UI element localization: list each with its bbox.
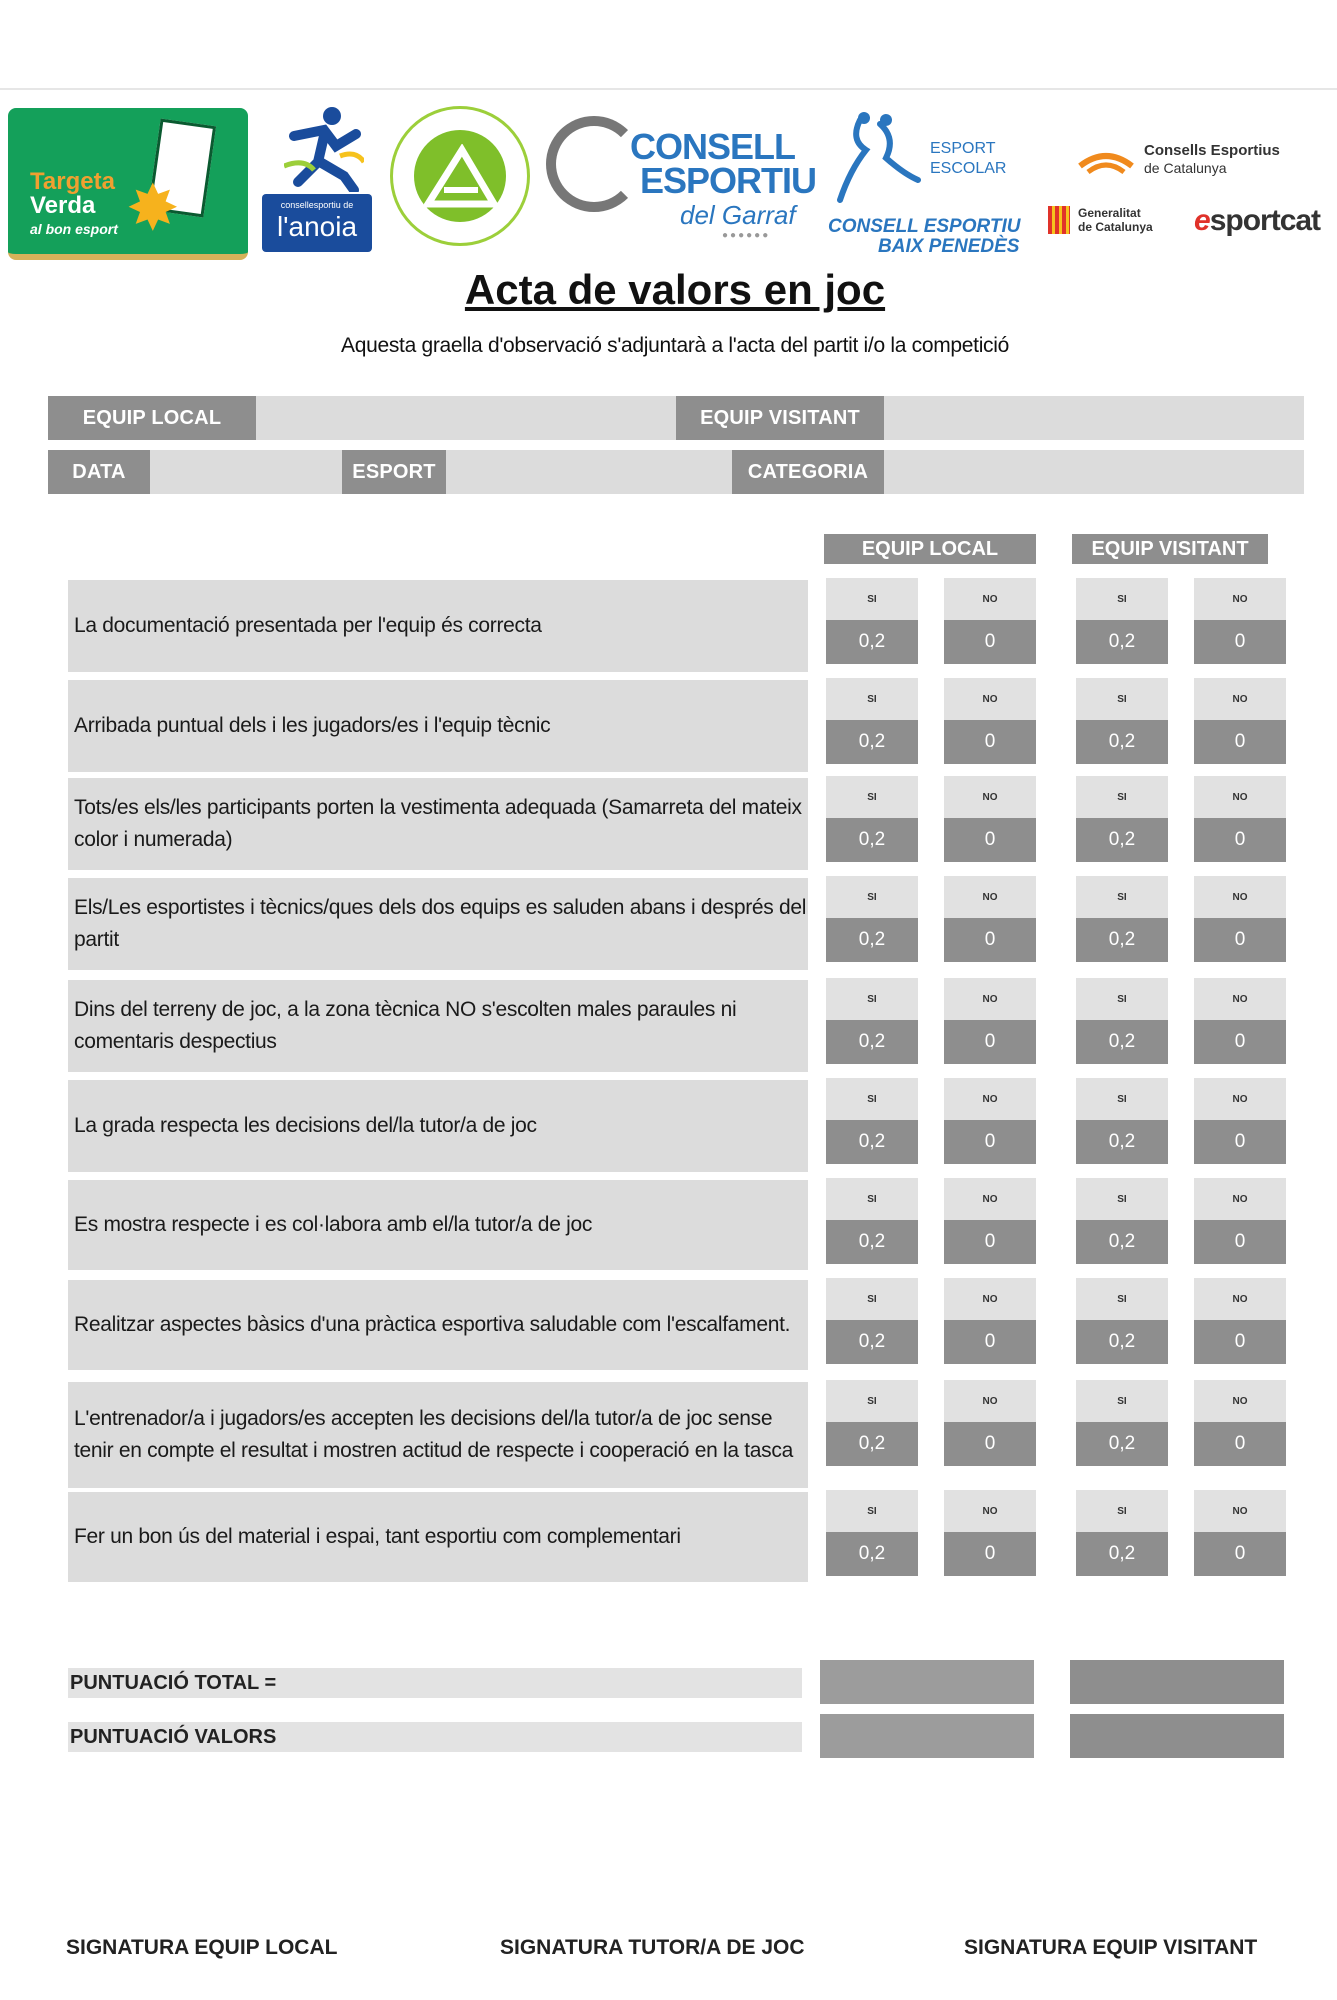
question-text: Els/Les esportistes i tècnics/ques dels dos equips es saluden abans i després del partit <box>68 878 808 970</box>
option-value: 0,2 <box>826 1220 918 1264</box>
option-value: 0 <box>944 918 1036 962</box>
option-value: 0,2 <box>1076 1220 1168 1264</box>
equip-local-label: EQUIP LOCAL <box>48 396 256 440</box>
visitant-no-cell[interactable] <box>1194 578 1286 664</box>
puntuacio-valors-label: PUNTUACIÓ VALORS <box>68 1722 802 1752</box>
local-si-cell[interactable] <box>826 1278 918 1364</box>
categoria-label: CATEGORIA <box>732 450 884 494</box>
sun-icon <box>1078 144 1134 174</box>
option-label: NO <box>944 678 1036 720</box>
logo-esportcat: esportcat <box>1194 204 1321 237</box>
column-header-visitant: EQUIP VISITANT <box>1072 534 1268 564</box>
option-value: 0 <box>944 1532 1036 1576</box>
option-label: NO <box>944 578 1036 620</box>
data-label: DATA <box>48 450 150 494</box>
logo-alt-penedes <box>384 100 534 254</box>
signature-tutor: SIGNATURA TUTOR/A DE JOC <box>500 1936 805 1959</box>
option-label: SI <box>826 776 918 818</box>
visitant-si-cell[interactable] <box>1076 678 1168 764</box>
local-si-cell[interactable] <box>826 1490 918 1576</box>
local-si-cell[interactable] <box>826 678 918 764</box>
option-value: 0 <box>1194 1220 1286 1264</box>
option-value: 0 <box>1194 818 1286 862</box>
option-label: NO <box>1194 1278 1286 1320</box>
option-label: SI <box>1076 876 1168 918</box>
question-text: Es mostra respecte i es col·labora amb el/la tutor/a de joc <box>68 1180 808 1270</box>
option-label: SI <box>1076 1278 1168 1320</box>
option-label: NO <box>1194 1178 1286 1220</box>
question-text: Fer un bon ús del material i espai, tant esportiu com complementari <box>68 1492 808 1582</box>
option-label: NO <box>944 1380 1036 1422</box>
option-value: 0,2 <box>826 620 918 664</box>
option-label: SI <box>1076 1490 1168 1532</box>
option-label: SI <box>826 1078 918 1120</box>
visitant-no-cell[interactable] <box>1194 1178 1286 1264</box>
option-value: 0 <box>1194 1120 1286 1164</box>
local-no-cell[interactable] <box>944 978 1036 1064</box>
option-value: 0 <box>944 1320 1036 1364</box>
signature-local: SIGNATURA EQUIP LOCAL <box>66 1936 338 1959</box>
logo-targeta-verda <box>8 108 248 260</box>
logo-text: al bon esport <box>30 221 118 237</box>
option-value: 0,2 <box>826 1422 918 1466</box>
local-no-cell[interactable] <box>944 776 1036 862</box>
question-text: Realitzar aspectes bàsics d'una pràctica esportiva saludable com l'escalfament. <box>68 1280 808 1370</box>
visitant-no-cell[interactable] <box>1194 678 1286 764</box>
question-text: Tots/es els/les participants porten la vestimenta adequada (Samarreta del mateix color i numerada) <box>68 778 808 870</box>
option-value: 0 <box>1194 1320 1286 1364</box>
page-title: Acta de valors en joc <box>464 266 886 313</box>
option-value: 0 <box>944 818 1036 862</box>
option-value: 0,2 <box>826 1320 918 1364</box>
option-label: NO <box>1194 776 1286 818</box>
page-subtitle: Aquesta graella d'observació s'adjuntarà a l'acta del partit i/o la competició <box>340 334 1010 357</box>
logo-dots: ●●●●●● <box>722 230 771 241</box>
option-value: 0,2 <box>1076 1020 1168 1064</box>
option-value: 0 <box>1194 620 1286 664</box>
question-text: Dins del terreny de joc, a la zona tècnica NO s'escolten males paraules ni comentaris despectius <box>68 980 808 1072</box>
option-value: 0,2 <box>1076 620 1168 664</box>
local-no-cell[interactable] <box>944 1078 1036 1164</box>
puntuacio-valors-local[interactable] <box>820 1714 1034 1758</box>
option-label: NO <box>1194 876 1286 918</box>
option-label: SI <box>826 978 918 1020</box>
logo-consells-catalunya <box>1048 134 1337 254</box>
option-label: SI <box>1076 978 1168 1020</box>
local-no-cell[interactable] <box>944 578 1036 664</box>
option-label: NO <box>944 876 1036 918</box>
local-no-cell[interactable] <box>944 678 1036 764</box>
local-no-cell[interactable] <box>944 1490 1036 1576</box>
option-value: 0 <box>944 1120 1036 1164</box>
local-si-cell[interactable] <box>826 578 918 664</box>
option-label: SI <box>826 1490 918 1532</box>
option-label: NO <box>944 1178 1036 1220</box>
visitant-si-cell[interactable] <box>1076 1078 1168 1164</box>
puntuacio-total-local[interactable] <box>820 1660 1034 1704</box>
visitant-si-cell[interactable] <box>1076 1178 1168 1264</box>
option-value: 0,2 <box>826 918 918 962</box>
visitant-no-cell[interactable] <box>1194 1078 1286 1164</box>
question-text: Arribada puntual dels i les jugadors/es i l'equip tècnic <box>68 680 808 772</box>
equip-visitant-label: EQUIP VISITANT <box>676 396 884 440</box>
question-text: La documentació presentada per l'equip és correcta <box>68 580 808 672</box>
local-no-cell[interactable] <box>944 876 1036 962</box>
option-label: NO <box>1194 1490 1286 1532</box>
option-label: SI <box>1076 776 1168 818</box>
runner-icon <box>284 106 364 192</box>
visitant-si-cell[interactable] <box>1076 978 1168 1064</box>
logo-text: CONSELL ESPORTIU <box>828 216 1021 237</box>
option-value: 0 <box>1194 918 1286 962</box>
option-label: SI <box>826 876 918 918</box>
question-text: La grada respecta les decisions del/la tutor/a de joc <box>68 1080 808 1172</box>
option-label: NO <box>944 1078 1036 1120</box>
option-value: 0 <box>944 620 1036 664</box>
option-value: 0,2 <box>1076 1120 1168 1164</box>
option-label: NO <box>1194 978 1286 1020</box>
logo-text: l'anoia <box>276 211 358 242</box>
visitant-no-cell[interactable] <box>1194 1278 1286 1364</box>
visitant-no-cell[interactable] <box>1194 1490 1286 1576</box>
option-label: NO <box>1194 1078 1286 1120</box>
option-value: 0 <box>1194 720 1286 764</box>
option-label: SI <box>826 678 918 720</box>
option-value: 0,2 <box>1076 1422 1168 1466</box>
catalan-flag-icon <box>1048 206 1070 234</box>
option-value: 0 <box>944 720 1036 764</box>
option-value: 0 <box>944 1220 1036 1264</box>
option-value: 0,2 <box>826 720 918 764</box>
local-no-cell[interactable] <box>944 1178 1036 1264</box>
option-value: 0,2 <box>1076 720 1168 764</box>
puntuacio-valors-visitant[interactable] <box>1070 1714 1284 1758</box>
visitant-no-cell[interactable] <box>1194 1380 1286 1466</box>
visitant-si-cell[interactable] <box>1076 1278 1168 1364</box>
visitant-si-cell[interactable] <box>1076 1380 1168 1466</box>
logo-text: ESCOLAR <box>930 160 1007 177</box>
option-value: 0,2 <box>1076 1320 1168 1364</box>
option-label: SI <box>826 1278 918 1320</box>
option-value: 0,2 <box>1076 818 1168 862</box>
logo-text: Verda <box>30 192 96 219</box>
option-label: SI <box>1076 1178 1168 1220</box>
logo-text: de Catalunya <box>1144 160 1227 176</box>
option-label: SI <box>1076 678 1168 720</box>
option-label: NO <box>1194 678 1286 720</box>
figures-icon <box>830 110 926 210</box>
mountain-icon <box>424 144 498 210</box>
option-label: SI <box>1076 1380 1168 1422</box>
visitant-no-cell[interactable] <box>1194 978 1286 1064</box>
logo-text: de Catalunya <box>1078 220 1153 234</box>
top-divider <box>0 88 1337 90</box>
option-value: 0,2 <box>826 1120 918 1164</box>
option-value: 0 <box>1194 1532 1286 1576</box>
option-value: 0,2 <box>826 1532 918 1576</box>
option-value: 0,2 <box>1076 1532 1168 1576</box>
signature-visitant: SIGNATURA EQUIP VISITANT <box>964 1936 1258 1959</box>
option-label: NO <box>944 1278 1036 1320</box>
local-si-cell[interactable] <box>826 1380 918 1466</box>
logo-text: Generalitat <box>1078 206 1141 220</box>
logo-text: ESPORTIU <box>640 160 817 201</box>
visitant-si-cell[interactable] <box>1076 578 1168 664</box>
local-si-cell[interactable] <box>826 978 918 1064</box>
local-si-cell[interactable] <box>826 1078 918 1164</box>
visitant-no-cell[interactable] <box>1194 876 1286 962</box>
option-value: 0 <box>1194 1020 1286 1064</box>
logo-anoia <box>254 106 376 256</box>
option-value: 0 <box>944 1020 1036 1064</box>
visitant-si-cell[interactable] <box>1076 776 1168 862</box>
local-no-cell[interactable] <box>944 1380 1036 1466</box>
logo-text: ESPORT <box>930 140 996 157</box>
logo-garraf <box>546 112 817 242</box>
option-label: SI <box>826 578 918 620</box>
esport-label: ESPORT <box>342 450 446 494</box>
option-label: SI <box>1076 578 1168 620</box>
column-header-local: EQUIP LOCAL <box>824 534 1036 564</box>
option-label: SI <box>826 1178 918 1220</box>
star-icon: ✸ <box>126 172 180 244</box>
visitant-no-cell[interactable] <box>1194 776 1286 862</box>
local-no-cell[interactable] <box>944 1278 1036 1364</box>
option-label: SI <box>826 1380 918 1422</box>
logo-text: Consells Esportius <box>1144 142 1280 159</box>
option-label: NO <box>1194 578 1286 620</box>
puntuacio-total-label: PUNTUACIÓ TOTAL = <box>68 1668 802 1698</box>
option-label: NO <box>944 1490 1036 1532</box>
g-icon <box>546 116 642 212</box>
option-value: 0,2 <box>826 1020 918 1064</box>
option-value: 0,2 <box>826 818 918 862</box>
option-label: NO <box>944 978 1036 1020</box>
option-label: SI <box>1076 1078 1168 1120</box>
logo-text: CONSELL <box>630 126 796 167</box>
question-text: L'entrenador/a i jugadors/es accepten les decisions del/la tutor/a de joc sense tenir en compte el resultat i mostren actitud de respecte i cooperació en la tasca <box>68 1382 808 1488</box>
option-value: 0 <box>1194 1422 1286 1466</box>
logo-text: BAIX PENEDÈS <box>878 236 1020 257</box>
logo-text: del Garraf <box>680 200 796 230</box>
local-si-cell[interactable] <box>826 1178 918 1264</box>
logo-baix-penedes <box>822 106 1022 256</box>
logo-text: Targeta <box>30 168 115 195</box>
option-value: 0 <box>944 1422 1036 1466</box>
logo-text: consellesportiu de <box>280 200 354 210</box>
local-si-cell[interactable] <box>826 876 918 962</box>
visitant-si-cell[interactable] <box>1076 876 1168 962</box>
local-si-cell[interactable] <box>826 776 918 862</box>
option-label: NO <box>1194 1380 1286 1422</box>
option-label: NO <box>944 776 1036 818</box>
visitant-si-cell[interactable] <box>1076 1490 1168 1576</box>
puntuacio-total-visitant[interactable] <box>1070 1660 1284 1704</box>
option-value: 0,2 <box>1076 918 1168 962</box>
